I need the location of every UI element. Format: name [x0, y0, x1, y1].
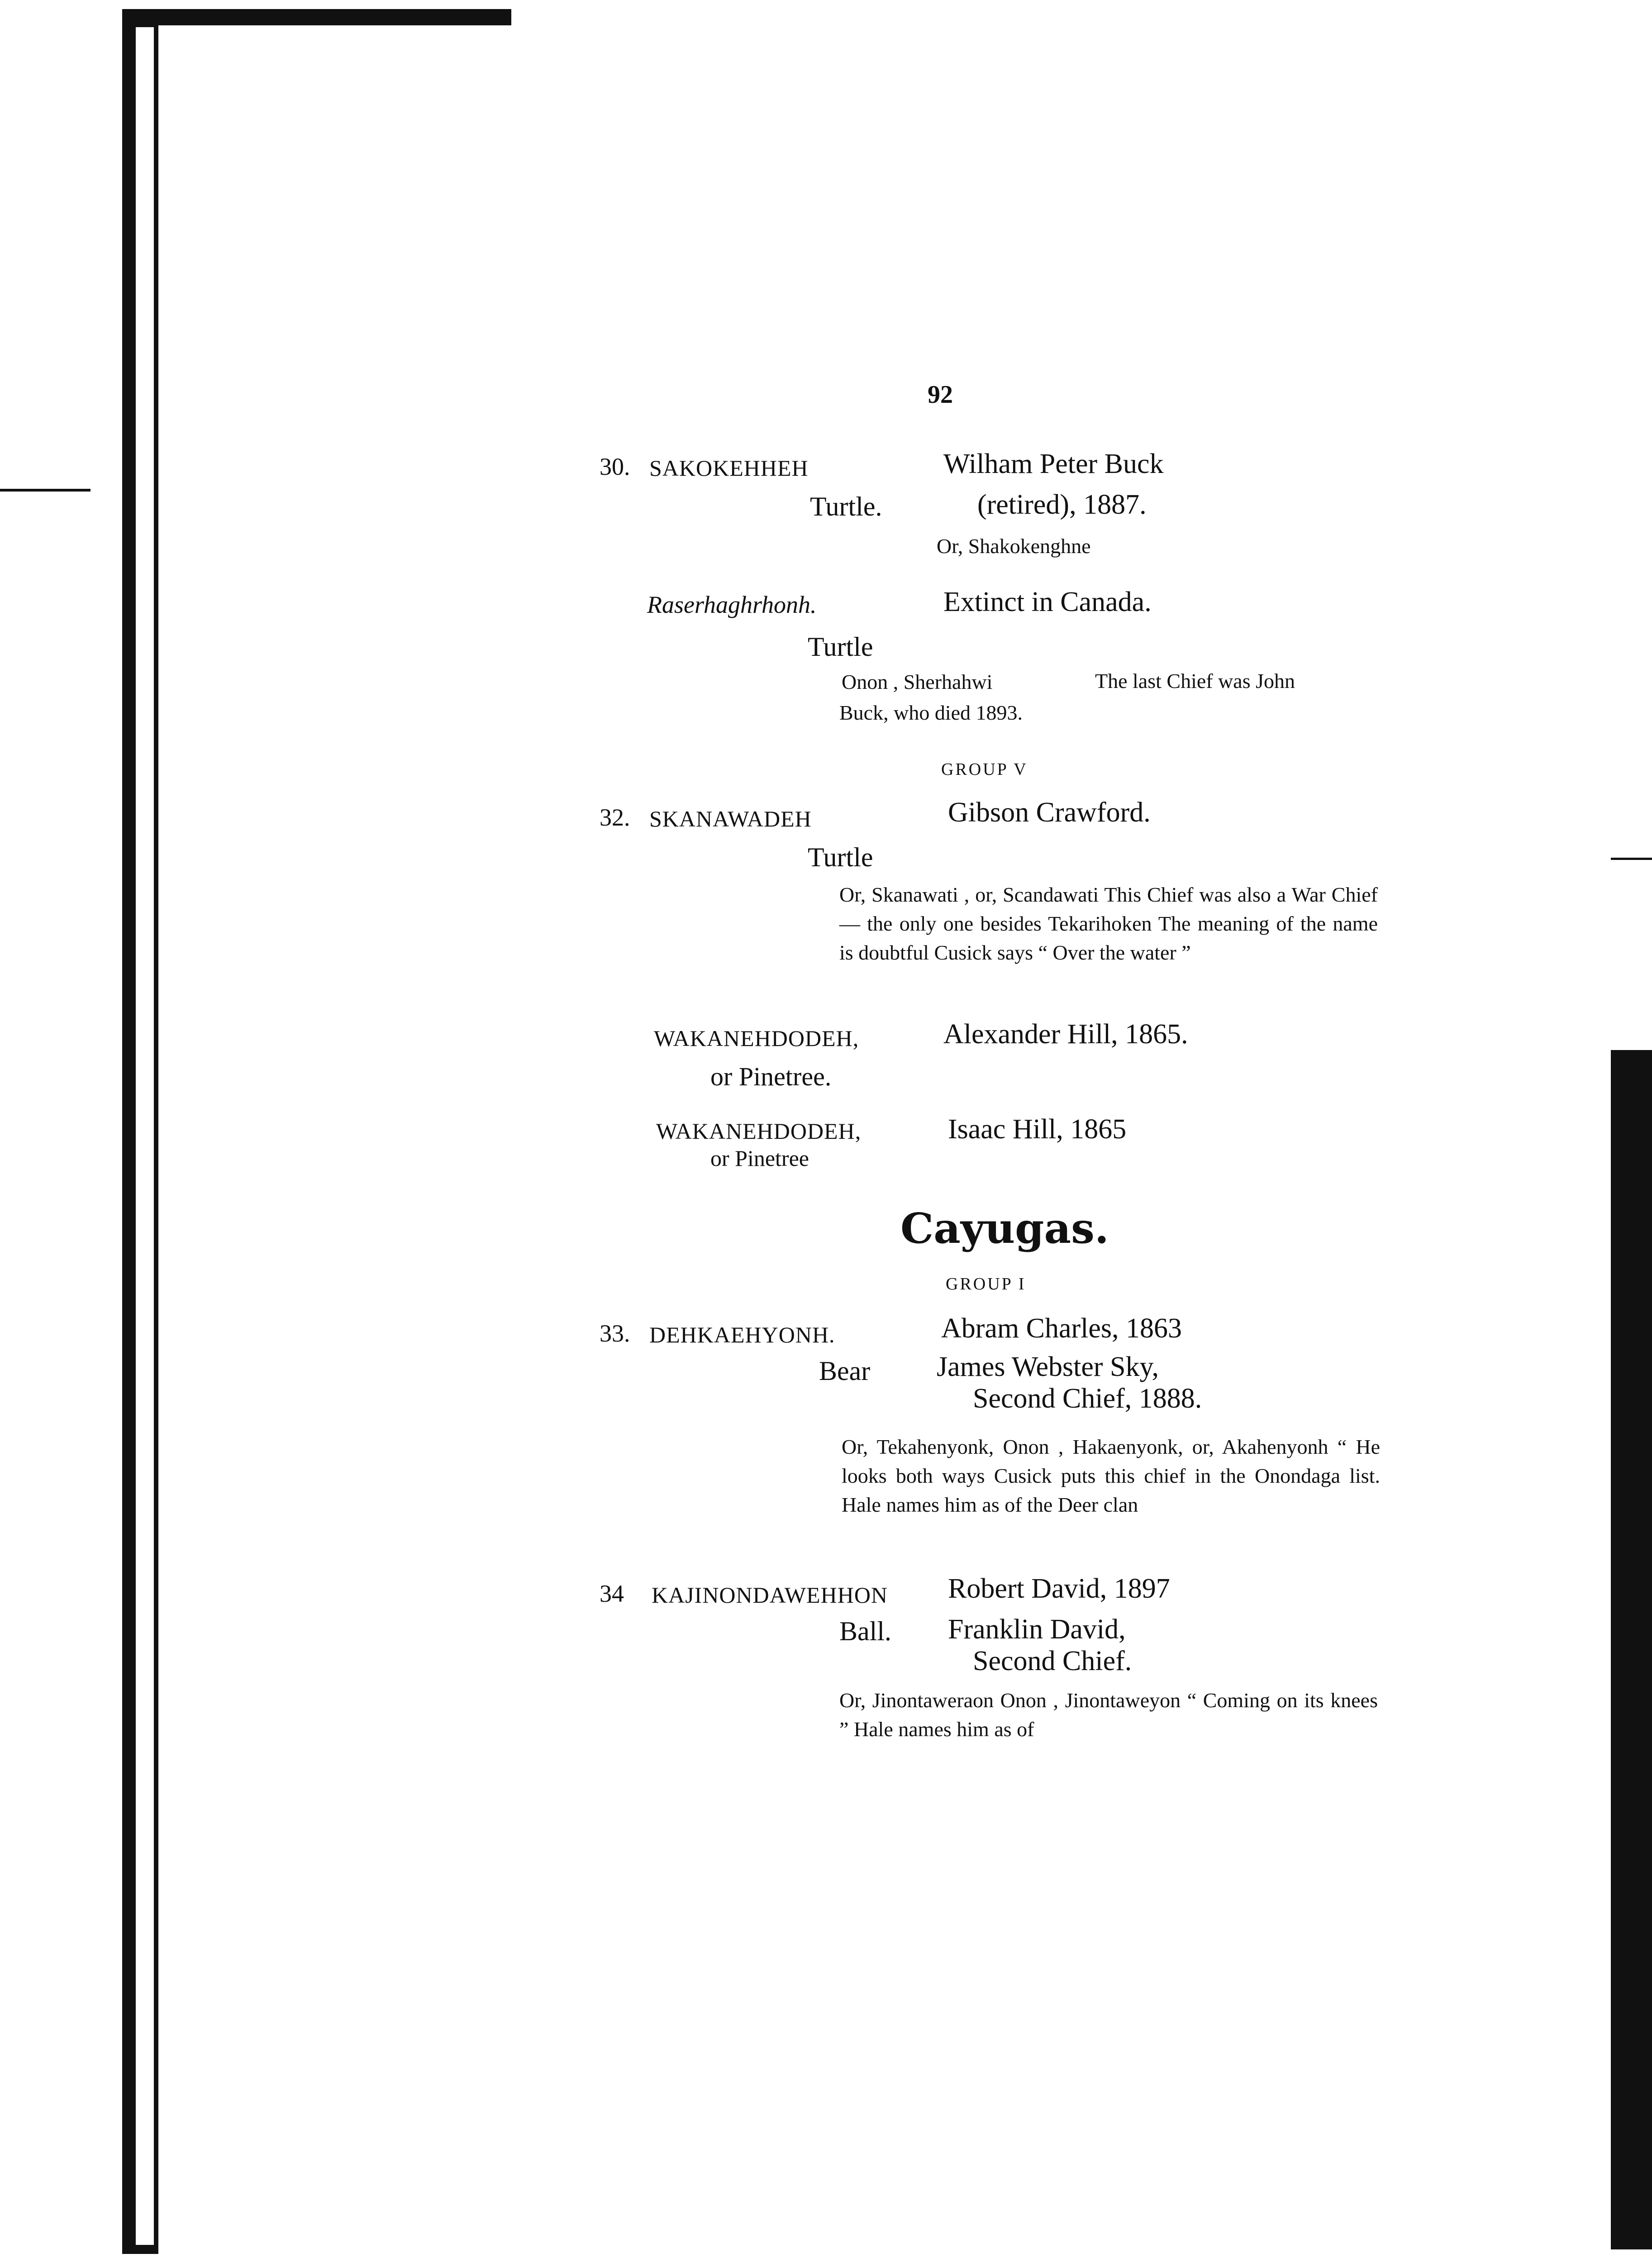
- entry-32-holder: Gibson Crawford.: [948, 797, 1151, 828]
- entry-33-note: Or, Tekahenyonk, Onon , Hakaenyonk, or, Akahenyonh “ He looks both ways Cusick puts this chief in the Onondaga list. Hale names him as of the Deer clan: [842, 1435, 1380, 1516]
- entry-30-holder: Wilham Peter Buck: [943, 449, 1164, 479]
- scan-left-edge-gap: [136, 27, 154, 2245]
- entry-30-holder-line2: (retired), 1887.: [977, 489, 1147, 520]
- page-number: 92: [928, 381, 953, 409]
- entry-30-note: Or, Shakokenghne: [937, 535, 1091, 558]
- entry-32-note: Or, Skanawati , or, Scandawati This Chief was also a War Chief — the only one besides Tekarihoken The meaning of the name is doubtful Cusick says “ Over the water ”: [839, 883, 1378, 964]
- entry-33-holder: Abram Charles, 1863: [941, 1313, 1182, 1344]
- entry-33-holder-line3: Second Chief, 1888.: [973, 1383, 1202, 1414]
- entry-31-name: Raserhaghrhonh.: [647, 591, 817, 618]
- group-heading: GROUP V: [941, 760, 1028, 779]
- entry-33-holder-line2: James Webster Sky,: [937, 1351, 1159, 1382]
- entry-32-clan: Turtle: [808, 842, 873, 872]
- scan-margin-line: [0, 489, 90, 492]
- entry-34-holder-line3: Second Chief.: [973, 1646, 1132, 1676]
- entry-wakanehdodeh-2-name-line2: or Pinetree: [710, 1146, 809, 1171]
- entry-30-name: SAKOKEHHEH: [649, 455, 809, 481]
- scan-right-bar: [1611, 1050, 1652, 2249]
- entry-34-holder-line2: Franklin David,: [948, 1614, 1126, 1645]
- scan-top-edge: [122, 9, 511, 25]
- entry-31-note-right: The last Chief was John: [1095, 669, 1295, 692]
- entry-30-clan: Turtle.: [810, 492, 882, 521]
- entry-wakanehdodeh-2-holder: Isaac Hill, 1865: [948, 1114, 1127, 1145]
- entry-31-clan: Turtle: [808, 632, 873, 662]
- nation-group-heading: GROUP I: [946, 1275, 1026, 1294]
- entry-wakanehdodeh-1-holder: Alexander Hill, 1865.: [943, 1019, 1188, 1050]
- entry-31-note-line2: Buck, who died 1893.: [839, 701, 1023, 724]
- scan-margin-line-right: [1611, 858, 1652, 860]
- entry-34-clan: Ball.: [839, 1616, 891, 1646]
- entry-wakanehdodeh-1-name-line2: or Pinetree.: [710, 1062, 832, 1091]
- entry-33-clan: Bear: [819, 1356, 871, 1386]
- entry-34-note: Or, Jinontaweraon Onon , Jinontaweyon “ Coming on its knees ” Hale names him as of: [839, 1689, 1378, 1741]
- entry-wakanehdodeh-1-name: WAKANEHDODEH,: [654, 1026, 859, 1051]
- entry-wakanehdodeh-2-name: WAKANEHDODEH,: [656, 1118, 862, 1144]
- entry-32-name: SKANAWADEH: [649, 806, 812, 831]
- entry-33-name: DEHKAEHYONH.: [649, 1322, 835, 1347]
- entry-30-number: 30.: [600, 453, 630, 480]
- entry-32-number: 32.: [600, 804, 630, 831]
- entry-31-holder: Extinct in Canada.: [943, 587, 1152, 617]
- nation-heading: Cayugas.: [900, 1204, 1109, 1253]
- entry-34-number: 34: [600, 1580, 624, 1607]
- entry-34-name: KAJINONDAWEHHON: [652, 1582, 888, 1608]
- entry-31-note-left: Onon , Sherhahwi: [842, 670, 993, 693]
- entry-34-holder: Robert David, 1897: [948, 1573, 1170, 1604]
- entry-33-number: 33.: [600, 1320, 630, 1347]
